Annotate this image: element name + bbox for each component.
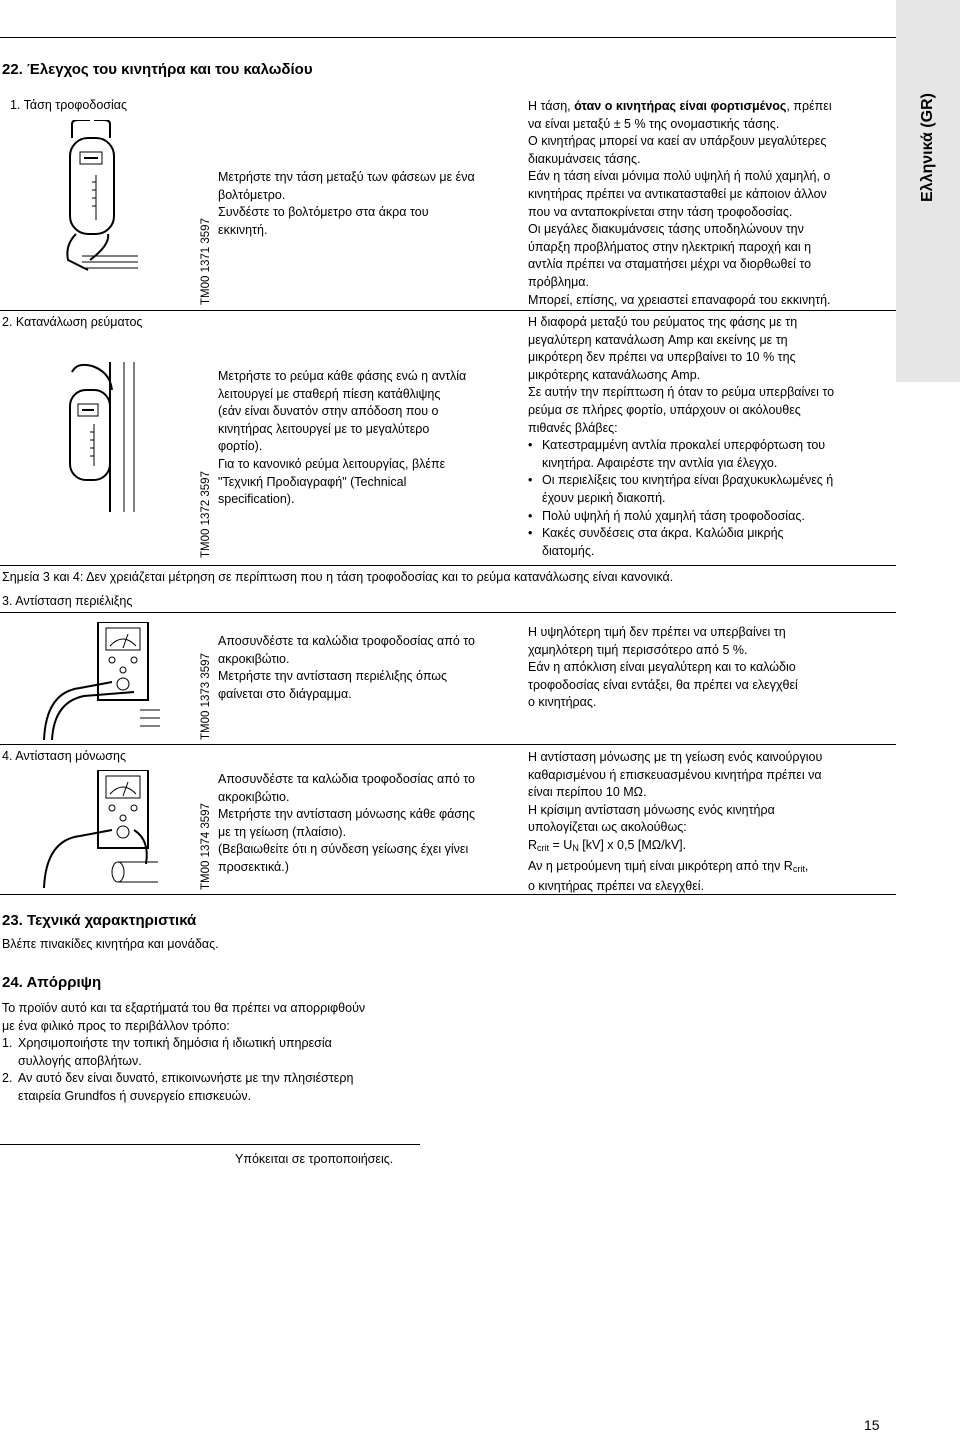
item2-heading: 2. Κατανάλωση ρεύματος — [2, 315, 143, 329]
ohmmeter-figure-3 — [40, 622, 160, 742]
insulation-tester-figure-4 — [40, 770, 160, 890]
disposal-list — [2, 1035, 442, 1105]
fault-item: • Κατεστραμμένη αντλία προκαλεί υπερφόρτωση του κινητήρα. Αφαιρέστε την αντλία για έλεγχο. — [528, 437, 894, 472]
disposal-item: 1. Χρησιμοποιήστε την τοπική δημόσια ή ιδιωτική υπηρεσία συλλογής αποβλήτων. — [2, 1036, 332, 1068]
figure-code-1: TM00 1371 3597 — [200, 218, 212, 305]
item2-instructions: Μετρήστε το ρεύμα κάθε φάσης ενώ η αντλία λειτουργεί με σταθερή πίεση κατάθλιψης (εάν είναι δυνατόν στην απόδοση που ο κινητήρας λειτουργεί με το μεγαλύτερο φορτίο). Για το κανονικό ρεύμα λειτουργίας, βλέπε "Τεχνική Προδιαγραφή" (Technical specification). — [218, 369, 467, 507]
item3-notes: Η υψηλότερη τιμή δεν πρέπει να υπερβαίνει τη χαμηλότερη τιμή περισσότερο από 5 %. Εάν η απόκλιση είναι μεγαλύτερη και το καλώδιο τροφοδοσίας είναι εντάξει, θα πρέπει να ελεγχθεί ο κινητήρας. — [528, 625, 798, 710]
critical-resistance-formula: $R_{crit} = U_N$ [kV] x 0,5 [MΩ/kV]. — [528, 837, 687, 853]
item4-heading: 4. Αντίσταση μόνωσης — [2, 749, 126, 763]
fault-item: • Πολύ υψηλή ή πολύ χαμηλή τάση τροφοδοσίας. — [528, 508, 894, 526]
figure-code-3: TM00 1373 3597 — [200, 653, 212, 740]
disposal-item: 2. Αν αυτό δεν είναι δυνατό, επικοινωνήστε με την πλησιέστερη εταιρεία Grundfos ή συνεργείο επισκευών. — [2, 1071, 354, 1103]
item1-notes: Η τάση, όταν ο κινητήρας είναι φορτισμένος, πρέπει να είναι μεταξύ ± 5 % της ονομαστικής τάσης. Ο κινητήρας μπορεί να καεί αν υπάρξουν μεγαλύτερες διακυμάνσεις τάσης. Εάν η τάση είναι μόνιμα πολύ υψηλή ή πολύ χαμηλή, ο κινητήρας πρέπει να αντικατασταθεί με κάποιον άλλον που να ανταποκρίνεται στην τάση τροφοδοσίας. Οι μεγάλες διακυμάνσεις τάσης υποδηλώνουν την ύπαρξη προβλήματος στην ηλεκτρική παροχή και η αντλία πρέπει να σταματήσει μέχρι να διορθωθεί το πρόβλημα. Μπορεί, επίσης, να χρειαστεί επαναφορά του εκκινητή. — [528, 99, 832, 307]
rule-4 — [0, 744, 896, 745]
item1-heading: 1. Τάση τροφοδοσίας — [10, 98, 128, 112]
language-tab-label: Ελληνικά (GR) — [919, 93, 936, 202]
section-22-title: 22. Έλεγχος του κινητήρα και του καλωδίου — [2, 61, 313, 78]
section-23-text: Βλέπε πινακίδες κινητήρα και μονάδας. — [2, 937, 219, 951]
rule-1 — [0, 310, 896, 311]
section-24-title: 24. Απόρριψη — [2, 974, 102, 991]
item4-instructions: Αποσυνδέστε τα καλώδια τροφοδοσίας από το ακροκιβώτιο. Μετρήστε την αντίσταση μόνωσης κάθε φάσης με τη γείωση (πλαίσιο). (Βεβαιωθείτε ότι η σύνδεση γείωσης έχει γίνει προσεκτικά.) — [218, 772, 476, 874]
figure-code-4: TM00 1374 3597 — [200, 803, 212, 890]
page-number: 15 — [864, 1417, 880, 1433]
fault-item: • Οι περιελίξεις του κινητήρα είναι βραχυκυκλωμένες ή έχουν μερική διακοπή. — [528, 472, 894, 507]
header-rule — [0, 37, 896, 38]
figure-code-2: TM00 1372 3597 — [200, 471, 212, 558]
item4-notes: Η αντίσταση μόνωσης με τη γείωση ενός καινούργιου καθαρισμένου ή επισκευασμένου κινητήρα πρέπει να είναι περίπου 10 MΩ. Η κρίσιμη αντίσταση μόνωσης ενός κινητήρα υπολογίζεται ως ακολούθως: $R_{crit} = U_N$ [kV] x 0,5 [MΩ/kV]. Αν η μετρούμενη τιμή είναι μικρότερη από την $R_{crit}$, ο κινητήρας πρέπει να ελεγχθεί. — [528, 749, 894, 896]
fault-item: • Κακές συνδέσεις στα άκρα. Καλώδια μικρής διατομής. — [528, 525, 894, 560]
footer-rule — [0, 1144, 420, 1145]
item3-heading: 3. Αντίσταση περιέλιξης — [2, 594, 133, 608]
section-23-title: 23. Τεχνικά χαρακτηριστικά — [2, 912, 197, 929]
clamp-ammeter-figure-2 — [62, 362, 142, 512]
item2-notes: Η διαφορά μεταξύ του ρεύματος της φάσης με τη μεγαλύτερη κατανάλωση Amp και εκείνης με τη μικρότερη δεν πρέπει να υπερβαίνει το 10 % της μικρότερης κατανάλωσης Amp. Σε αυτήν την περίπτωση ή όταν το ρεύμα υπερβαίνει το ρεύμα σε πλήρες φορτίο, υπάρχουν οι ακόλουθες πιθανές βλάβες: • Κατεστραμμένη αντλία προκαλεί υπερφόρτωση του κινητήρα. Αφαιρέστε την αντλία για έλεγχο. • Οι περιελίξεις του κινητήρα είναι βραχυκυκλωμένες ή έχουν μερική διακοπή. • Πολύ υψηλή ή πολύ χαμηλή τάση τροφοδοσίας. • Κακές συνδέσεις στα άκρα. Καλώδια μικρής διατομής. — [528, 314, 894, 560]
rule-2 — [0, 565, 896, 566]
item1-instructions: Μετρήστε την τάση μεταξύ των φάσεων με ένα βολτόμετρο. Συνδέστε το βολτόμετρο στα άκρα του εκκινητή. — [218, 170, 475, 237]
clamp-voltmeter-figure-1 — [60, 120, 140, 280]
item3-instructions: Αποσυνδέστε τα καλώδια τροφοδοσίας από το ακροκιβώτιο. Μετρήστε την αντίσταση περιέλιξης όπως φαίνεται στο διάγραμμα. — [218, 634, 475, 701]
fault-list — [528, 437, 894, 560]
note-points-3-4: Σημεία 3 και 4: Δεν χρειάζεται μέτρηση σε περίπτωση που η τάση τροφοδοσίας και το ρεύμα κατανάλωσης είναι κανονικά. — [2, 570, 674, 584]
section-24-body: Το προϊόν αυτό και τα εξαρτήματά του θα πρέπει να απορριφθούν με ένα φιλικό προς το περιβάλλον τρόπο: 1. Χρησιμοποιήστε την τοπική δημόσια ή ιδιωτική υπηρεσία συλλογής αποβλήτων. 2. Αν αυτό δεν είναι δυνατό, επικοινωνήστε με την πλησιέστερη εταιρεία Grundfos ή συνεργείο επισκευών. — [2, 1000, 442, 1106]
subject-to-change: Υπόκειται σε τροποποιήσεις. — [235, 1152, 394, 1166]
rule-3 — [0, 612, 896, 613]
rule-5 — [0, 894, 896, 895]
